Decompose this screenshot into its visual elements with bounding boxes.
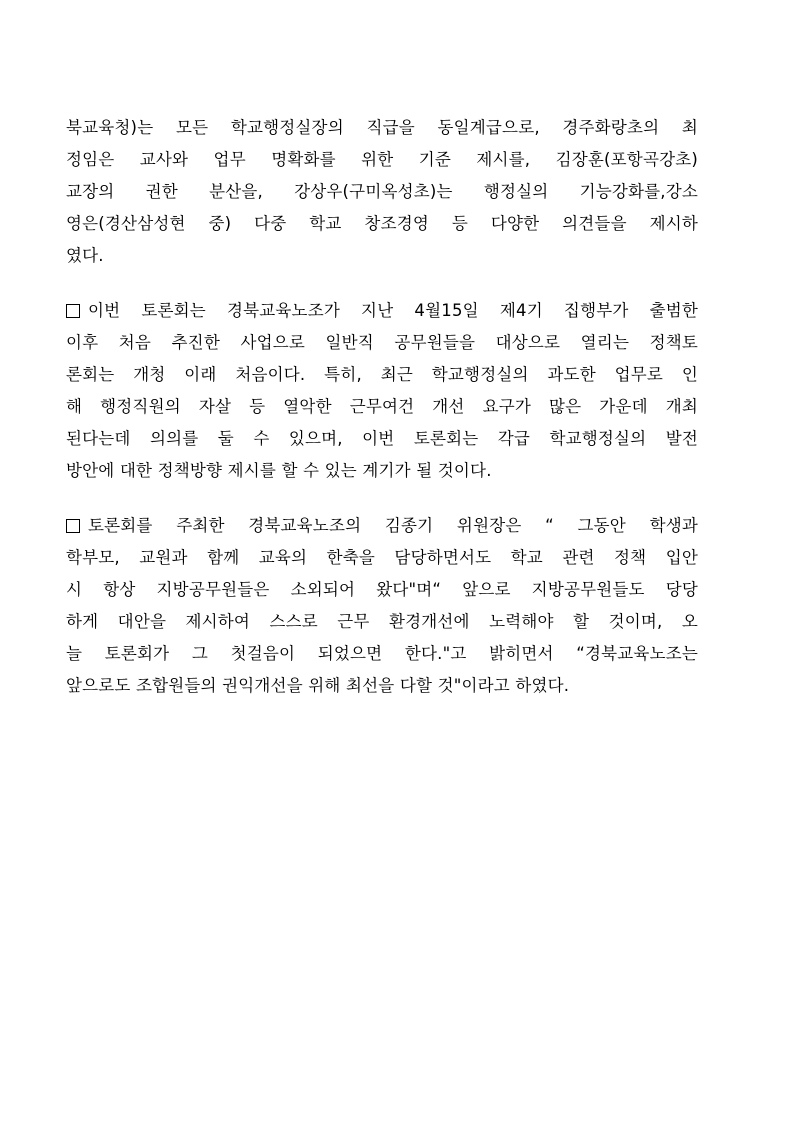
text-line: 였다.	[66, 246, 104, 265]
checkbox-square-icon	[66, 519, 80, 533]
paragraph-spacer	[66, 487, 698, 510]
text-line: 론회는 개청 이래 처음이다. 특히, 최근 학교행정실의 과도한 업무로 인	[66, 365, 698, 384]
text-line: 교장의 권한 분산을, 강상우(구미옥성초)는 행정실의 기능강화를,강소	[66, 182, 698, 201]
text-line: 영은(경산삼성현 중) 다중 학교 창조경영 등 다양한 의견들을 제시하	[66, 214, 698, 233]
document-body	[66, 112, 698, 702]
text-line: 늘 토론회가 그 첫걸음이 되었으면 한다."고 밝히면서 “경북교육노조는	[66, 644, 698, 663]
text-line: 방안에 대한 정책방향 제시를 할 수 있는 계기가 될 것이다.	[66, 461, 492, 480]
checkbox-square-icon	[66, 304, 80, 318]
text-line: 이후 처음 추진한 사업으로 일반직 공무원들을 대상으로 열리는 정책토	[66, 333, 698, 352]
text-line: 정임은 교사와 업무 명확화를 위한 기준 제시를, 김장훈(포항곡강초)	[66, 150, 698, 169]
text-line: 해 행정직원의 자살 등 열악한 근무여건 개선 요구가 많은 가운데 개최	[66, 397, 698, 416]
paragraph-spacer	[66, 272, 698, 295]
paragraph-3	[66, 510, 698, 702]
text-line: 토론회를 주최한 경북교육노조의 김종기 위원장은 “ 그동안 학생과	[88, 516, 698, 535]
text-line: 이번 토론회는 경북교육노조가 지난 4월15일 제4기 집행부가 출범한	[88, 301, 698, 320]
text-line: 학부모, 교원과 함께 교육의 한축을 담당하면서도 학교 관련 정책 입안	[66, 548, 698, 567]
text-line: 시 항상 지방공무원들은 소외되어 왔다"며“ 앞으로 지방공무원들도 당당	[66, 580, 698, 599]
text-line: 앞으로도 조합원들의 권익개선을 위해 최선을 다할 것"이라고 하였다.	[66, 676, 570, 695]
bullet-line	[66, 510, 698, 542]
bullet-line	[66, 295, 698, 327]
paragraph-1	[66, 112, 698, 272]
paragraph-2	[66, 295, 698, 487]
text-line: 하게 대안을 제시하여 스스로 근무 환경개선에 노력해야 할 것이며, 오	[66, 612, 698, 631]
text-line: 북교육청)는 모든 학교행정실장의 직급을 동일계급으로, 경주화랑초의 최	[66, 118, 698, 137]
text-line: 된다는데 의의를 둘 수 있으며, 이번 토론회는 각급 학교행정실의 발전	[66, 429, 698, 448]
